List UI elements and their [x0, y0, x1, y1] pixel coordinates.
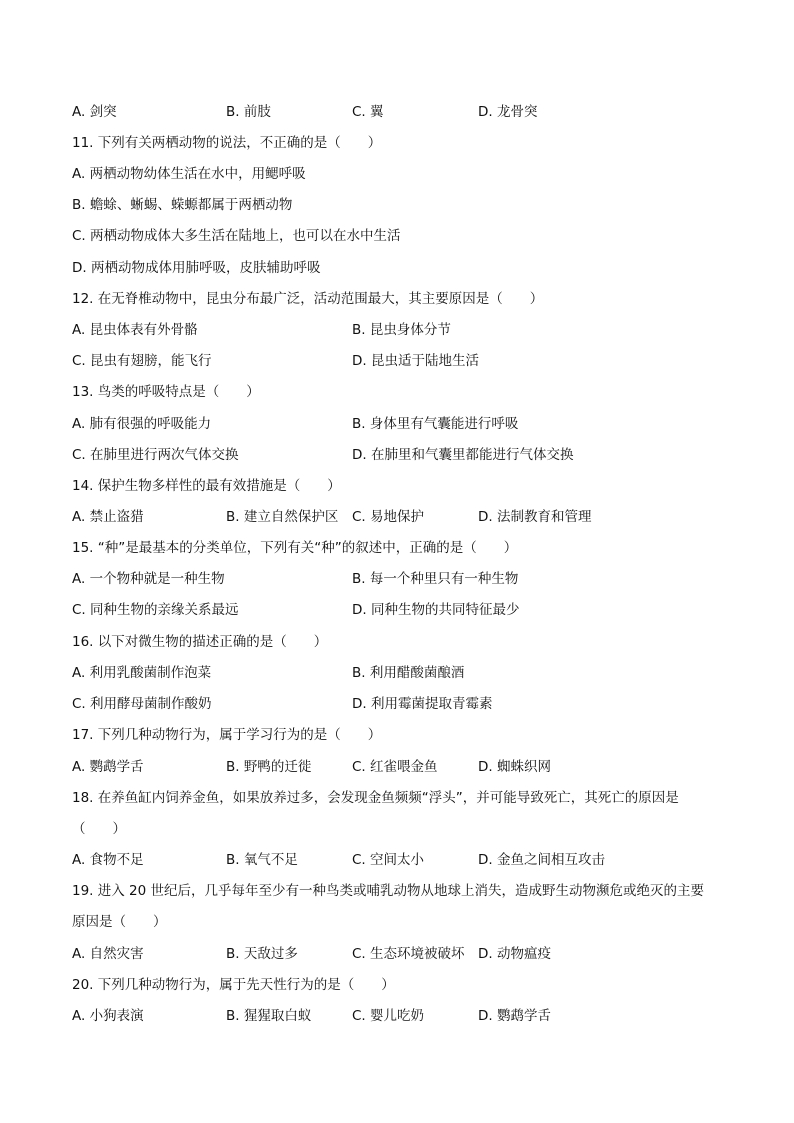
q20-stem: 20. 下列几种动物行为，属于先天性行为的是（ ） [72, 977, 395, 993]
q13-option-c: C. 在肺里进行两次气体交换 [72, 447, 239, 463]
q11-option-d: D. 两栖动物成体用肺呼吸，皮肤辅助呼吸 [72, 260, 321, 276]
q15-stem: 15. “种”是最基本的分类单位，下列有关“种”的叙述中，正确的是（ ） [72, 540, 518, 556]
q18-stem-line-2: （ ） [72, 821, 126, 837]
q17-options-row [72, 757, 734, 777]
q19-stem-line-1: 19. 进入 20 世纪后，几乎每年至少有一种鸟类或哺乳动物从地球上消失，造成野生动物濒危或绝灭的主要 [72, 883, 705, 899]
q12-option-c: C. 昆虫有翅膀，能飞行 [72, 353, 212, 369]
q19-stem-line-2: 原因是（ ） [72, 914, 167, 930]
q15-option-d: D. 同种生物的共同特征最少 [352, 602, 520, 618]
q17-option-c: C. 红雀喂金鱼 [352, 759, 438, 775]
q17-option-a: A. 鹦鹉学舌 [72, 759, 144, 775]
q15-option-c: C. 同种生物的亲缘关系最远 [72, 602, 239, 618]
q17-stem: 17. 下列几种动物行为，属于学习行为的是（ ） [72, 727, 382, 743]
q11-option-a: A. 两栖动物幼体生活在水中，用鳃呼吸 [72, 166, 306, 182]
q19-option-d: D. 动物瘟疫 [478, 946, 551, 962]
q12-options-row-2 [72, 351, 734, 371]
q10-option-b: B. 前肢 [226, 104, 271, 120]
q14-option-b: B. 建立自然保护区 [226, 509, 339, 525]
q18-options-row [72, 850, 734, 870]
q14-option-c: C. 易地保护 [352, 509, 425, 525]
q19-option-c: C. 生态环境被破坏 [352, 946, 465, 962]
q16-options-row-1 [72, 663, 734, 683]
q18-option-a: A. 食物不足 [72, 852, 144, 868]
q13-option-b: B. 身体里有气囊能进行呼吸 [352, 416, 519, 432]
q16-option-b: B. 利用醋酸菌酿酒 [352, 665, 465, 681]
q17-option-b: B. 野鸭的迁徙 [226, 759, 312, 775]
q12-option-a: A. 昆虫体表有外骨骼 [72, 322, 198, 338]
q16-option-d: D. 利用霉菌提取青霉素 [352, 696, 493, 712]
q20-option-a: A. 小狗表演 [72, 1008, 144, 1024]
q13-options-row-2 [72, 445, 734, 465]
q13-options-row-1 [72, 414, 734, 434]
q11-stem: 11. 下列有关两栖动物的说法，不正确的是（ ） [72, 135, 382, 151]
q10-option-d: D. 龙骨突 [478, 104, 538, 120]
q11-option-b: B. 蟾蜍、蜥蜴、蝾螈都属于两栖动物 [72, 197, 293, 213]
q15-option-b: B. 每一个种里只有一种生物 [352, 571, 519, 587]
q12-option-d: D. 昆虫适于陆地生活 [352, 353, 479, 369]
q16-option-c: C. 利用酵母菌制作酸奶 [72, 696, 212, 712]
q20-option-b: B. 猩猩取白蚁 [226, 1008, 312, 1024]
q10-options-row [72, 102, 734, 122]
q18-option-b: B. 氧气不足 [226, 852, 298, 868]
q18-option-d: D. 金鱼之间相互攻击 [478, 852, 605, 868]
q14-options-row [72, 507, 734, 527]
q15-options-row-1 [72, 569, 734, 589]
q13-stem: 13. 鸟类的呼吸特点是（ ） [72, 384, 260, 400]
q16-option-a: A. 利用乳酸菌制作泡菜 [72, 665, 212, 681]
q19-options-row [72, 944, 734, 964]
q12-option-b: B. 昆虫身体分节 [352, 322, 451, 338]
q15-option-a: A. 一个物种就是一种生物 [72, 571, 225, 587]
q20-options-row [72, 1006, 734, 1026]
q13-option-a: A. 肺有很强的呼吸能力 [72, 416, 212, 432]
q18-stem-line-1: 18. 在养鱼缸内饲养金鱼，如果放养过多，会发现金鱼频频“浮头”，并可能导致死亡，其死亡的原因是 [72, 790, 679, 806]
q19-option-b: B. 天敌过多 [226, 946, 298, 962]
q13-option-d: D. 在肺里和气囊里都能进行气体交换 [352, 447, 574, 463]
q19-option-a: A. 自然灾害 [72, 946, 144, 962]
q11-option-c: C. 两栖动物成体大多生活在陆地上，也可以在水中生活 [72, 228, 401, 244]
q20-option-d: D. 鹦鹉学舌 [478, 1008, 551, 1024]
q10-option-c: C. 翼 [352, 104, 384, 120]
q12-stem: 12. 在无脊椎动物中，昆虫分布最广泛，活动范围最大，其主要原因是（ ） [72, 291, 544, 307]
q20-option-c: C. 婴儿吃奶 [352, 1008, 425, 1024]
q10-option-a: A. 剑突 [72, 104, 117, 120]
q18-option-c: C. 空间太小 [352, 852, 425, 868]
q17-option-d: D. 蜘蛛织网 [478, 759, 551, 775]
q12-options-row-1 [72, 320, 734, 340]
q14-option-d: D. 法制教育和管理 [478, 509, 592, 525]
q16-options-row-2 [72, 694, 734, 714]
q15-options-row-2 [72, 600, 734, 620]
q14-option-a: A. 禁止盗猎 [72, 509, 144, 525]
q14-stem: 14. 保护生物多样性的最有效措施是（ ） [72, 478, 341, 494]
q16-stem: 16. 以下对微生物的描述正确的是（ ） [72, 634, 328, 650]
